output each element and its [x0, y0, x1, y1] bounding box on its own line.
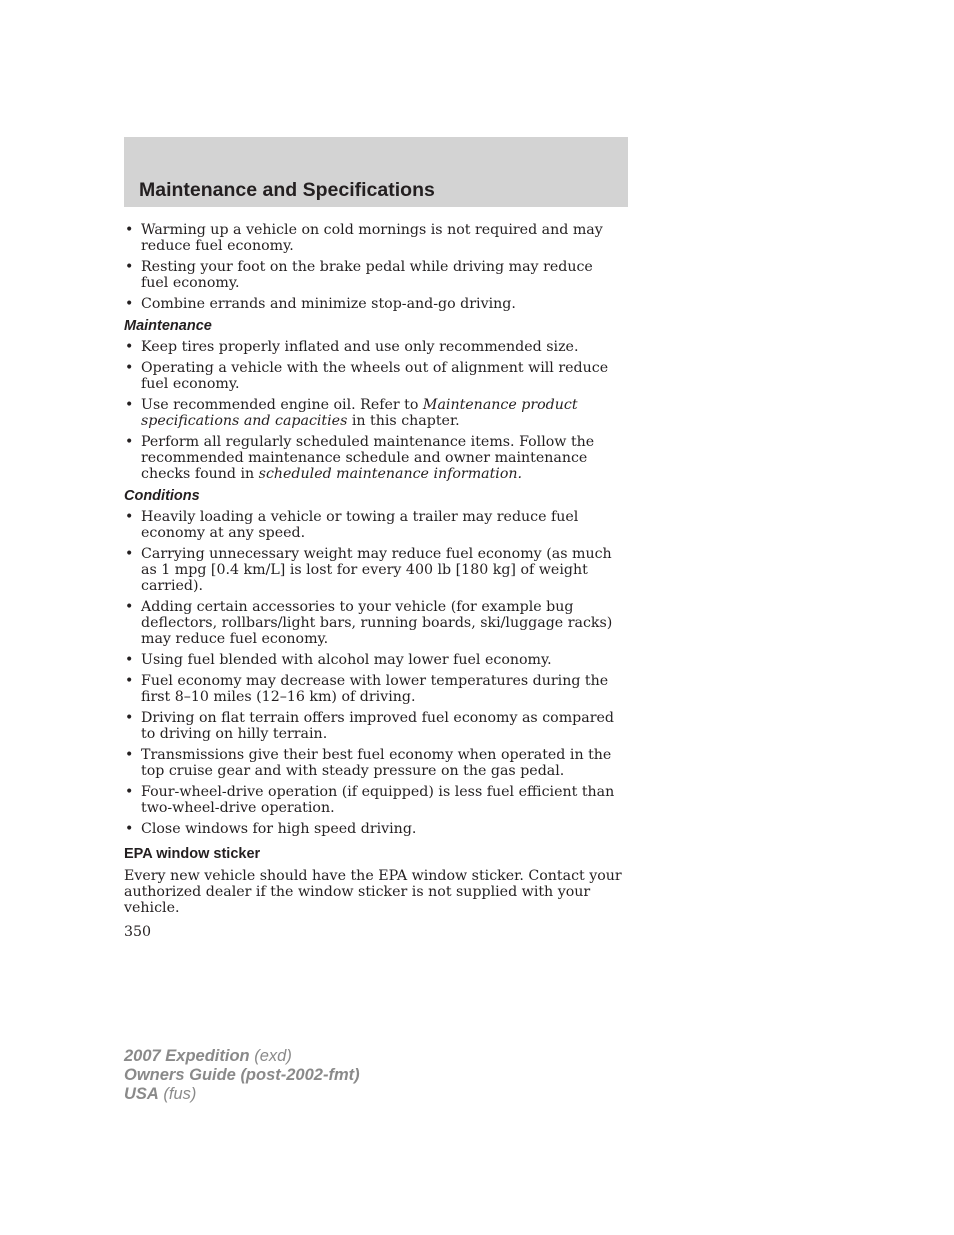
- chapter-header-band: [124, 137, 628, 207]
- list-item: [124, 434, 624, 482]
- list-item-text: Combine errands and minimize stop-and-go driving.: [141, 296, 516, 312]
- bullet-icon: •: [125, 673, 134, 689]
- list-item: [124, 360, 624, 392]
- bullet-icon: •: [125, 509, 134, 525]
- list-item-text: Using fuel blended with alcohol may lower fuel economy.: [141, 652, 552, 668]
- bullet-icon: •: [125, 599, 134, 615]
- list-item-text: Warming up a vehicle on cold mornings is not required and may reduce fuel economy.: [141, 222, 603, 254]
- list-item-text: Driving on flat terrain offers improved fuel economy as compared to driving on hilly terrain.: [141, 710, 614, 742]
- footer-line-model: [124, 1047, 360, 1066]
- bullet-icon: •: [125, 222, 134, 238]
- bullet-icon: •: [125, 434, 134, 450]
- list-item-text: Heavily loading a vehicle or towing a trailer may reduce fuel economy at any speed.: [141, 509, 579, 541]
- bullet-icon: •: [125, 821, 134, 837]
- list-item-text: Close windows for high speed driving.: [141, 821, 417, 837]
- epa-heading: EPA window sticker: [124, 846, 261, 862]
- list-item-text: Adding certain accessories to your vehicle (for example bug deflectors, rollbars/light bars, running boards, ski/luggage racks) may reduce fuel economy.: [141, 599, 613, 647]
- footer-market: USA: [124, 1085, 159, 1103]
- list-item: [124, 546, 624, 594]
- footer-model: 2007 Expedition: [124, 1047, 250, 1065]
- footer-market-code: (fus): [158, 1085, 197, 1103]
- footer-line-market: [124, 1085, 360, 1104]
- bullet-icon: •: [125, 710, 134, 726]
- list-item: [124, 259, 624, 291]
- list-item: [124, 339, 624, 355]
- list-item-text: Fuel economy may decrease with lower temperatures during the first 8–10 miles (12–16 km) of driving.: [141, 673, 609, 705]
- intro-bullet-list: [124, 222, 624, 312]
- list-item-text: Keep tires properly inflated and use only recommended size.: [141, 339, 579, 355]
- bullet-icon: •: [125, 747, 134, 763]
- list-item: [124, 652, 624, 668]
- conditions-bullet-list: [124, 509, 624, 837]
- list-item: [124, 599, 624, 647]
- list-item-text: Carrying unnecessary weight may reduce fuel economy (as much as 1 mpg [0.4 km/L] is lost for every 400 lb [180 kg] of weight carried).: [141, 546, 612, 594]
- bullet-icon: •: [125, 652, 134, 668]
- bullet-icon: •: [125, 397, 134, 413]
- cross-reference: scheduled maintenance information.: [258, 466, 523, 482]
- list-item-text: Operating a vehicle with the wheels out of alignment will reduce fuel economy.: [141, 360, 609, 392]
- bullet-icon: •: [125, 360, 134, 376]
- maintenance-heading: Maintenance: [124, 318, 212, 334]
- list-item: [124, 710, 624, 742]
- maintenance-bullet-list: [124, 339, 624, 482]
- bullet-icon: •: [125, 784, 134, 800]
- list-item: [124, 222, 624, 254]
- epa-paragraph: Every new vehicle should have the EPA window sticker. Contact your authorized dealer if the window sticker is not supplied with your vehicle.: [124, 868, 622, 916]
- list-item-text: Four-wheel-drive operation (if equipped) is less fuel efficient than two-wheel-drive operation.: [141, 784, 615, 816]
- list-item-text: Resting your foot on the brake pedal while driving may reduce fuel economy.: [141, 259, 593, 291]
- footer-model-code: (exd): [249, 1047, 292, 1065]
- list-item-text: in this chapter.: [347, 413, 460, 429]
- bullet-icon: •: [125, 546, 134, 562]
- list-item: [124, 747, 624, 779]
- cross-reference: Maintenance product specifications and capacities: [141, 397, 578, 429]
- page-content: [124, 222, 624, 940]
- list-item: [124, 397, 624, 429]
- list-item: [124, 821, 624, 837]
- list-item-text: Use recommended engine oil. Refer to: [141, 397, 423, 413]
- footer-line-guide: [124, 1066, 360, 1085]
- list-item: [124, 296, 624, 312]
- bullet-icon: •: [125, 259, 134, 275]
- document-footer: [124, 1047, 360, 1104]
- list-item-text: Perform all regularly scheduled maintenance items. Follow the recommended maintenance schedule and owner maintenance checks found in: [141, 434, 595, 482]
- page-number: 350: [124, 924, 152, 940]
- list-item: [124, 509, 624, 541]
- bullet-icon: •: [125, 296, 134, 312]
- chapter-title: Maintenance and Specifications: [139, 179, 435, 201]
- list-item-text: Transmissions give their best fuel economy when operated in the top cruise gear and with steady pressure on the gas pedal.: [141, 747, 612, 779]
- list-item: [124, 673, 624, 705]
- footer-guide: Owners Guide (post-2002-fmt): [124, 1066, 360, 1084]
- conditions-heading: Conditions: [124, 488, 200, 504]
- bullet-icon: •: [125, 339, 134, 355]
- list-item: [124, 784, 624, 816]
